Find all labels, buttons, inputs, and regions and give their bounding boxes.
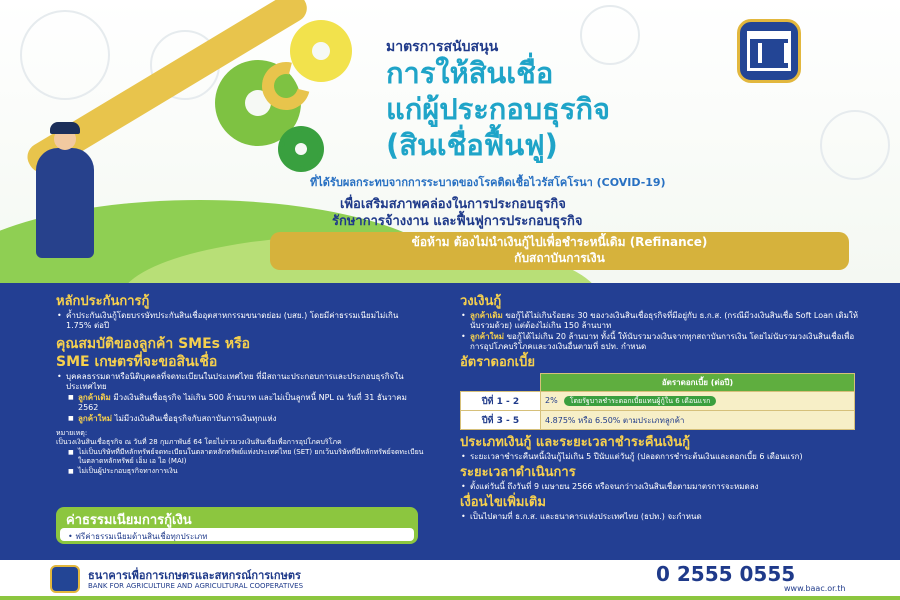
rate-subsidy-note: โดยรัฐบาลชำระดอกเบี้ยแทนผู้กู้ใน 6 เดือนแรก <box>564 396 717 406</box>
limit-heading: วงเงินกู้ <box>460 294 502 309</box>
note-block: หมายเหตุ: เป็นวงเงินสินเชื่อธุรกิจ ณ วันที่ 28 กุมภาพันธ์ 64 โดยไม่รวมวงเงินสินเชื่อเพื่อการอุปโภคบริโภค <box>56 429 342 446</box>
collateral-text: • ค้ำประกันเงินกู้โดยบรรษัทประกันสินเชื่ออุตสาหกรรมขนาดย่อม (บสย.) โดยมีค่าธรรมเนียมไม่เกิน 1.75% ต่อปี <box>56 311 426 331</box>
rate-column-header: อัตราดอกเบี้ย (ต่อปี) <box>541 374 855 392</box>
subtitle: ที่ได้รับผลกระทบจากการระบาดของโรคติดเชื้อไวรัสโคโรนา (COVID-19) <box>310 176 666 189</box>
worker-cap <box>50 122 80 134</box>
period-text: • ตั้งแต่วันนี้ ถึงวันที่ 9 เมษายน 2566 หรือจนกว่าวงเงินสินเชื่อตามมาตรการจะหมดลง <box>460 482 860 492</box>
rate-year: ปีที่ 3 - 5 <box>461 411 541 430</box>
refinance-banner: ข้อห้าม ต้องไม่นำเงินกู้ไปเพื่อชำระหนี้เดิม (Refinance) กับสถาบันการเงิน <box>270 232 849 270</box>
virus-icon <box>820 110 890 180</box>
aim-line-1: เพื่อเสริมสภาพคล่องในการประกอบธุรกิจ <box>340 197 566 212</box>
baac-footer-logo-icon <box>50 565 80 593</box>
qualification-old-customer: ■ ลูกค้าเดิม มีวงเงินสินเชื่อธุรกิจ ไม่เกิน 500 ล้านบาท และไม่เป็นลูกหนี้ NPL ณ วันที่ 31 ธันวาคม 2562 <box>56 393 426 413</box>
left-column <box>56 293 426 476</box>
qualification-new-customer: ■ ลูกค้าใหม่ ไม่มีวงเงินสินเชื่อธุรกิจกับสถาบันการเงินทุกแห่ง <box>56 414 426 424</box>
virus-icon <box>20 10 110 100</box>
rate-value: 4.875% หรือ 6.50% ตามประเภทลูกค้า <box>541 411 855 430</box>
conditions-heading: เงื่อนไขเพิ่มเติม <box>460 495 546 510</box>
footer-accent-strip <box>0 596 900 600</box>
right-column <box>460 293 860 522</box>
qualification-heading: คุณสมบัติของลูกค้า SMEs หรือ SME เกษตรที่จะขอสินเชื่อ <box>56 336 251 370</box>
bank-name-english: BANK FOR AGRICULTURE AND AGRICULTURAL COOPERATIVES <box>88 582 304 590</box>
rate-table <box>460 373 855 430</box>
aim-line-2: รักษาการจ้างงาน และฟื้นฟูการประกอบธุรกิจ <box>332 214 583 229</box>
term-text: • ระยะเวลาชำระคืนหนี้เงินกู้ไม่เกิน 5 ปีนับแต่วันกู้ (ปลอดการชำระต้นเงินและดอกเบี้ย 6 เดือนแรก) <box>460 452 860 462</box>
rate-row <box>461 411 855 430</box>
collateral-heading: หลักประกันการกู้ <box>56 294 150 309</box>
period-heading: ระยะเวลาดำเนินการ <box>460 465 576 480</box>
gear-icon <box>278 126 324 172</box>
fee-heading: ค่าธรรมเนียมการกู้เงิน <box>66 513 192 528</box>
rate-header-row <box>461 374 855 392</box>
website-link[interactable]: www.baac.or.th <box>784 584 846 593</box>
rate-year: ปีที่ 1 - 2 <box>461 392 541 411</box>
limit-new-customer: • ลูกค้าใหม่ ขอกู้ได้ไม่เกิน 20 ล้านบาท ทั้งนี้ ให้นับรวมวงเงินจากทุกสถาบันการเงิน โดยไม่นับรวมวงเงินสินเชื่อเพื่อการอุปโภคบริโภคและวงเงินอื่นตามที่ ธปท. กำหนด <box>460 332 860 352</box>
qualification-intro: • บุคคลธรรมดาหรือนิติบุคคลที่จดทะเบียนในประเทศไทย ที่มีสถานะประกอบการและประกอบธุรกิจในประเทศไทย <box>56 372 426 392</box>
fee-text: • ฟรีค่าธรรมเนียมด้านสินเชื่อทุกประเภท <box>60 528 414 541</box>
note-bullet: ■ ไม่เป็นบริษัทที่มีหลักทรัพย์จดทะเบียนในตลาดหลักทรัพย์แห่งประเทศไทย (SET) ยกเว้นบริษัทที่มีหลักทรัพย์จดทะเบียนในตลาดหลักทรัพย์ เอ็ม เอ ไอ (MAI) <box>56 448 426 466</box>
rate-value: 2% โดยรัฐบาลชำระดอกเบี้ยแทนผู้กู้ใน 6 เดือนแรก <box>541 392 855 411</box>
rate-heading: อัตราดอกเบี้ย <box>460 355 535 370</box>
page-title: การให้สินเชื่อ แก่ผู้ประกอบธุรกิจ (สินเชื่อฟื้นฟู) <box>386 56 611 162</box>
conditions-text: • เป็นไปตามที่ ธ.ก.ส. และธนาคารแห่งประเทศไทย (ธปท.) จะกำหนด <box>460 512 860 522</box>
worker-figure <box>36 148 94 258</box>
fee-box <box>56 507 418 544</box>
limit-old-customer: • ลูกค้าเดิม ขอกู้ได้ไม่เกินร้อยละ 30 ของวงเงินสินเชื่อธุรกิจที่มีอยู่กับ ธ.ก.ส. (กรณีมีวงเงินสินเชื่อ Soft Loan เดิมให้นับรวมด้วย) แต่ต้องไม่เกิน 150 ล้านบาท <box>460 311 860 331</box>
kicker-text: มาตรการสนับสนุน <box>386 39 499 55</box>
term-heading: ประเภทเงินกู้ และระยะเวลาชำระคืนเงินกู้ <box>460 435 690 450</box>
call-center-number[interactable]: 0 2555 0555 <box>656 562 796 586</box>
bank-name-thai: ธนาคารเพื่อการเกษตรและสหกรณ์การเกษตร <box>88 569 301 582</box>
note-bullet: ■ ไม่เป็นผู้ประกอบธุรกิจทางการเงิน <box>56 467 426 476</box>
rate-row <box>461 392 855 411</box>
baac-logo-icon <box>737 19 801 83</box>
